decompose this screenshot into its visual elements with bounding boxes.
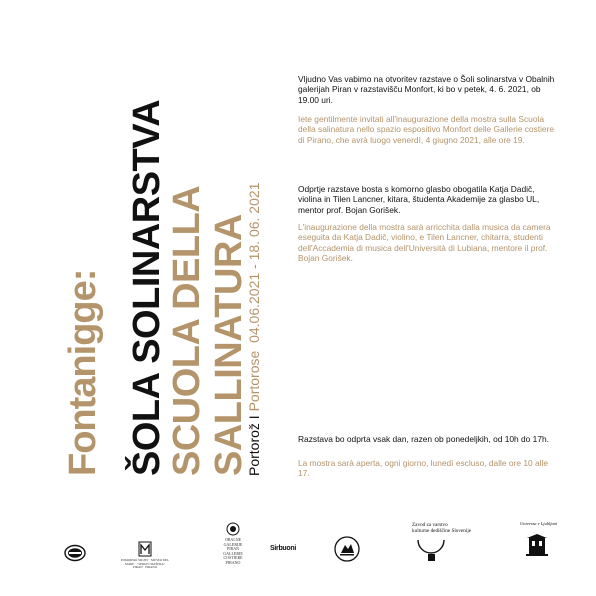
univerza-name: Univerza v Ljubljani <box>520 521 558 526</box>
zavod-line-2: kulturne dediščine Slovenije <box>412 528 472 534</box>
gallery-word-5: COSTIERE <box>223 555 243 560</box>
music-it: L'inaugurazione della mostra sarà arricchita dalla musica da camera eseguita da Katja Dadič, violino, e Tilen Lancner, chitarra, studenti dell'Accademia di musica dell'Università di Lubiana, mentore il prof. Bojan Gorišek. <box>298 222 551 264</box>
invitation-slo: Vljudno Vas vabimo na otvoritev razstave o Šoli solinarstva v Obalnih galerijah Piran v razstavišču Monfort, ki bo v petek, 4. 6. 2021, ob 19.00 uri. <box>298 74 555 105</box>
museum-name: POMORSKI MUZEJ · MUSEO DEL MARE · "SERGEJ MAŠERA" PIRAN · PIRANO <box>120 558 170 570</box>
gallery-word-2: GALERIJE <box>223 541 243 547</box>
invitation-it: Iete gentilmente invitati all'inaugurazione della mostra sulla Scuola della salinatura nello spazio espositivo Monfort delle Gallerie costiere di Pirano, che avrà luogo venerdì, 4 giugno 2021, alle ore 19. <box>298 114 555 145</box>
place-it: Portorose <box>246 350 262 412</box>
obalne-galerije-logo <box>218 522 248 574</box>
gallery-word-6: PIRANO <box>225 559 241 565</box>
music-slo: Odprtje razstave bosta s komorno glasbo obogatila Katja Dadič, violina in Tilen Lancner, kitara, študenta Akademije za glasbo UL, mentor prof. Bojan Gorišek. <box>298 184 540 215</box>
hours-it: La mostra sarà aperta, ogni giorno, lunedì escluso, dalle ore 10 alle 17. <box>298 458 549 479</box>
zavod-logo <box>402 522 502 572</box>
gallery-word-4: GALLERIE <box>223 550 243 556</box>
title-sola-solinarstva: ŠOLA SOLINARSTVA <box>126 99 168 476</box>
place-slo: Portorož <box>246 423 262 476</box>
pomorski-muzej-logo <box>120 540 170 570</box>
place-and-dates <box>246 183 262 476</box>
gallery-word-3: PIRAN <box>226 546 239 551</box>
exhibition-dates: 04.06.2021 - 18. 06. 2021 <box>246 182 262 343</box>
place-separator: I <box>246 411 262 424</box>
hours-slo: Razstava bo odprta vsak dan, razen ob ponedeljkih, od 10h do 17h. <box>298 434 549 444</box>
title-scuola-della: SCUOLA DELLA <box>166 185 208 476</box>
title-sallinatura: SALLINATURA <box>208 214 250 476</box>
title-fontanigge: Fontanigge: <box>62 269 104 476</box>
salt-worker-logo <box>334 536 360 562</box>
gallery-word-1: OBALNE <box>224 537 242 542</box>
zavod-line-1: Zavod za varstvo <box>412 522 448 528</box>
sirbuoni-logo: Sirbuoni <box>270 545 296 552</box>
univerza-logo <box>520 522 570 572</box>
oval-stamp-logo <box>64 544 86 562</box>
